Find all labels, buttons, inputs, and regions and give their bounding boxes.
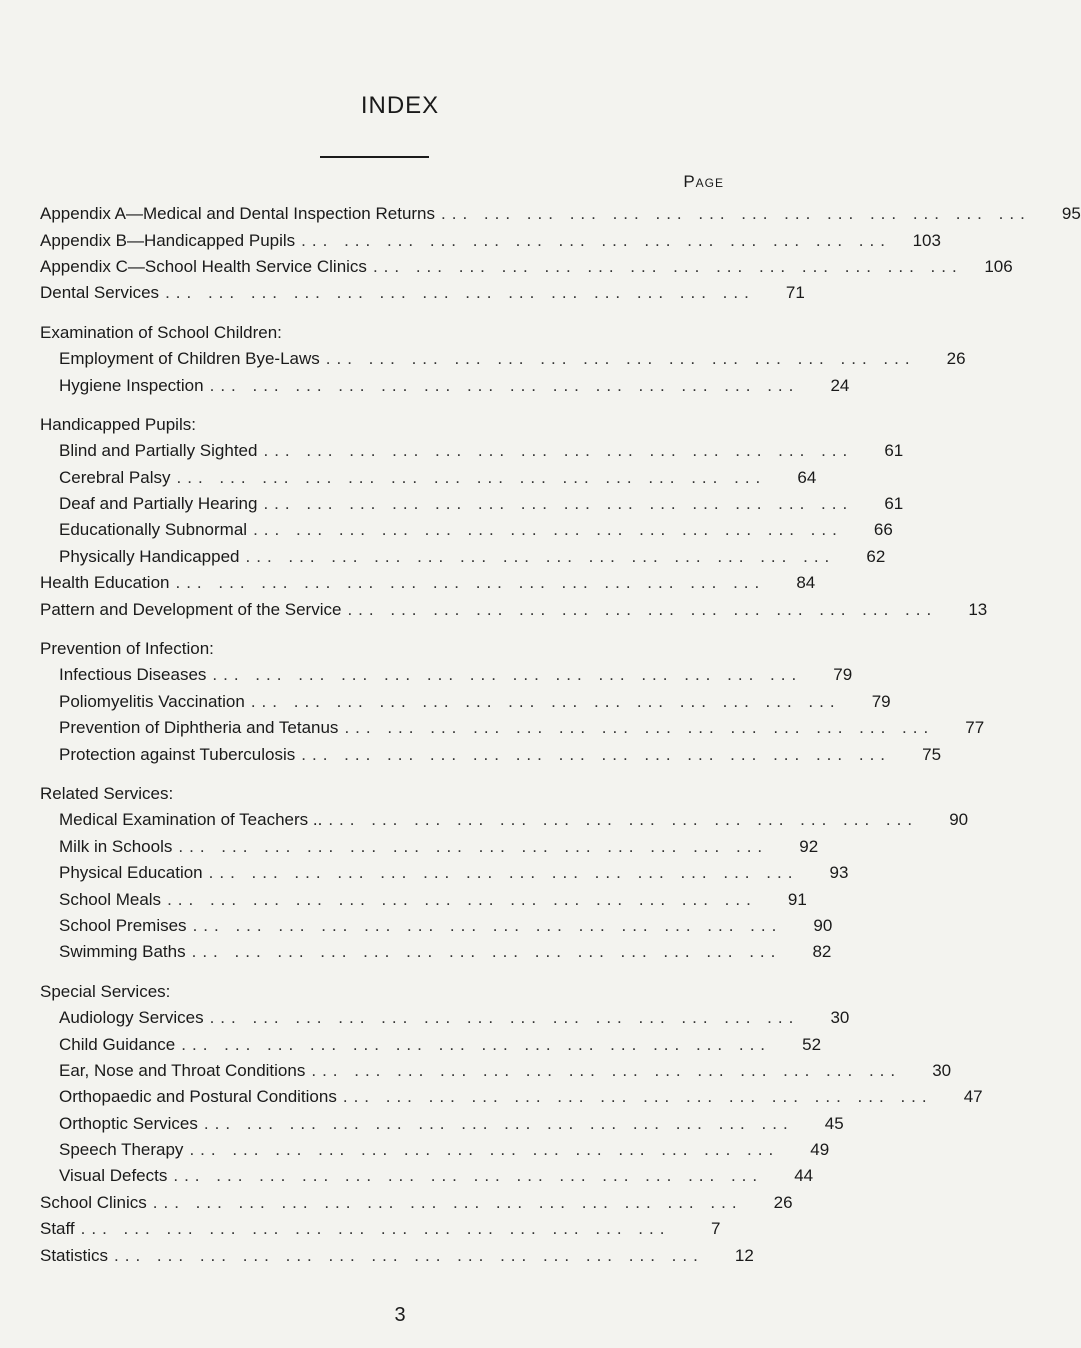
leader-dots: ... ... ... ... ... ... ... ... ... ... ... ... ... ... — [176, 467, 767, 487]
leader-dots: ... ... ... ... ... ... ... ... ... ... ... ... ... ... — [80, 1219, 671, 1239]
index-entry — [40, 544, 886, 570]
index-entry — [40, 596, 988, 622]
leader-dots: ... ... ... ... ... ... ... ... ... ... ... ... ... ... — [347, 599, 938, 619]
index-entry — [40, 1190, 793, 1216]
leader-dots: ... ... ... ... ... ... ... ... ... ... ... ... ... ... — [209, 1008, 800, 1028]
entry-page-number: 92 — [799, 836, 819, 856]
entry-page-number: 26 — [773, 1192, 793, 1212]
entry-label: Prevention of Infection: — [40, 639, 214, 659]
entry-page-number: 12 — [734, 1245, 754, 1265]
leader-dots: ... ... ... ... ... ... ... ... ... ... ... ... ... ... — [167, 889, 757, 909]
page-column-header: Page — [683, 172, 724, 191]
entry-page-number: 47 — [963, 1087, 983, 1107]
index-entries — [40, 201, 1081, 1269]
entry-label: Protection against Tuberculosis — [59, 744, 296, 764]
entry-page-number: 75 — [922, 744, 942, 764]
leader-dots: ... ... ... ... ... ... ... ... ... ... ... ... ... ... — [372, 256, 963, 276]
title-rule — [320, 156, 429, 158]
entry-page-number: 13 — [968, 599, 988, 619]
leader-dots: ... ... ... ... ... ... ... ... ... ... ... ... ... ... — [114, 1245, 704, 1265]
index-entry — [40, 372, 850, 398]
entry-page-number: 103 — [912, 230, 941, 250]
entry-label: Orthoptic Services — [59, 1113, 198, 1133]
entry-label: Infectious Diseases — [59, 665, 207, 685]
leader-dots: ... ... ... ... ... ... ... ... ... ... ... ... ... ... — [191, 942, 782, 962]
index-section-heading — [40, 781, 684, 807]
index-entry — [40, 438, 904, 464]
leader-dots: ... ... ... ... ... ... ... ... ... ... ... ... ... ... — [192, 915, 783, 935]
index-entry — [40, 491, 904, 517]
leader-dots: ... ... ... ... ... ... ... ... ... ... ... ... ... ... — [441, 204, 1031, 224]
entry-page-number: 45 — [824, 1113, 844, 1133]
entry-page-number: 84 — [796, 573, 816, 593]
index-entry — [40, 1216, 721, 1242]
entry-page-number: 64 — [797, 467, 817, 487]
entry-label: Employment of Children Bye-Laws — [59, 349, 320, 369]
index-section-heading — [40, 636, 684, 662]
index-entry — [40, 715, 985, 741]
page-number: 3 — [394, 1304, 406, 1326]
index-entry — [40, 662, 853, 688]
entry-page-number: 106 — [984, 256, 1013, 276]
index-entry — [40, 913, 833, 939]
index-entry — [40, 254, 1013, 280]
index-entry — [40, 807, 969, 833]
entry-page-number: 90 — [813, 915, 833, 935]
entry-label: Educationally Subnormal — [59, 520, 248, 540]
leader-dots: ... ... ... ... ... ... ... ... ... ... ... ... ... ... — [189, 1140, 780, 1160]
leader-dots: ... ... ... ... ... ... ... ... ... ... ... ... ... ... — [342, 1087, 933, 1107]
page-title: INDEX — [360, 92, 440, 119]
entry-page-number: 24 — [830, 375, 850, 395]
leader-dots: ... ... ... ... ... ... ... ... ... ... ... ... ... ... — [173, 1166, 764, 1186]
index-entry — [40, 1163, 814, 1189]
leader-dots: ... ... ... ... ... ... ... ... ... ... ... ... ... ... — [250, 691, 841, 711]
leader-dots: ... ... ... ... ... ... ... ... ... ... ... ... ... ... — [165, 283, 755, 303]
entry-label: Pattern and Development of the Service — [40, 599, 342, 619]
entry-label: Prevention of Diphtheria and Tetanus — [59, 718, 339, 738]
index-entry — [40, 689, 891, 715]
index-entry — [40, 1005, 850, 1031]
index-entry — [40, 201, 1081, 227]
entry-label: Cerebral Palsy — [59, 467, 171, 487]
entry-page-number: 30 — [830, 1008, 850, 1028]
index-entry — [40, 886, 807, 912]
entry-label: Medical Examination of Teachers .. — [59, 810, 323, 830]
leader-dots: ... ... ... ... ... ... ... ... ... ... ... ... ... ... — [301, 744, 892, 764]
entry-label: School Meals — [59, 889, 162, 909]
index-entry — [40, 860, 849, 886]
leader-dots: ... ... ... ... ... ... ... ... ... ... ... ... ... ... — [253, 520, 843, 540]
leader-dots: ... ... ... ... ... ... ... ... ... ... ... ... ... ... — [263, 494, 854, 514]
entry-label: Poliomyelitis Vaccination — [59, 691, 245, 711]
index-entry — [40, 741, 942, 767]
entry-label: Milk in Schools — [59, 836, 173, 856]
entry-page-number: 91 — [787, 889, 807, 909]
index-entry — [40, 1058, 952, 1084]
leader-dots: ... ... ... ... ... ... ... ... ... ... ... ... ... ... — [328, 810, 919, 830]
leader-dots: ... ... ... ... ... ... ... ... ... ... ... ... ... ... — [203, 1113, 794, 1133]
entry-label: Appendix B—Handicapped Pupils — [40, 230, 296, 250]
index-entry — [40, 280, 805, 306]
index-entry — [40, 939, 832, 965]
entry-label: Handicapped Pupils: — [40, 414, 196, 434]
entry-page-number: 61 — [884, 494, 904, 514]
entry-page-number: 90 — [949, 810, 969, 830]
entry-label: Health Education — [40, 573, 170, 593]
entry-label: Audiology Services — [59, 1008, 204, 1028]
entry-page-number: 30 — [932, 1060, 952, 1080]
index-entry — [40, 1242, 754, 1268]
entry-label: Blind and Partially Sighted — [59, 441, 258, 461]
entry-label: School Premises — [59, 915, 187, 935]
entry-label: Examination of School Children: — [40, 322, 282, 342]
entry-page-number: 49 — [810, 1140, 830, 1160]
index-entry — [40, 1111, 844, 1137]
entry-page-number: 44 — [794, 1166, 814, 1186]
entry-label: Ear, Nose and Throat Conditions — [59, 1060, 306, 1080]
entry-label: Physically Handicapped — [59, 546, 240, 566]
entry-page-number: 79 — [871, 691, 891, 711]
entry-page-number: 7 — [710, 1219, 721, 1239]
leader-dots: ... ... ... ... ... ... ... ... ... ... ... ... ... ... — [212, 665, 803, 685]
entry-page-number: 95 — [1061, 204, 1081, 224]
index-entry — [40, 1084, 983, 1110]
leader-dots: ... ... ... ... ... ... ... ... ... ... ... ... ... ... — [325, 349, 916, 369]
entry-label: Swimming Baths — [59, 942, 186, 962]
entry-label: Staff — [40, 1219, 75, 1239]
entry-label: Appendix C—School Health Service Clinics — [40, 256, 367, 276]
entry-label: Child Guidance — [59, 1034, 176, 1054]
index-entry — [40, 834, 819, 860]
entry-label: Hygiene Inspection — [59, 375, 204, 395]
leader-dots: ... ... ... ... ... ... ... ... ... ... ... ... ... ... — [245, 546, 836, 566]
leader-dots: ... ... ... ... ... ... ... ... ... ... ... ... ... ... — [181, 1034, 772, 1054]
leader-dots: ... ... ... ... ... ... ... ... ... ... ... ... ... ... — [208, 863, 799, 883]
index-entry — [40, 465, 817, 491]
leader-dots: ... ... ... ... ... ... ... ... ... ... ... ... ... ... — [344, 718, 935, 738]
index-section-heading — [40, 979, 684, 1005]
leader-dots: ... ... ... ... ... ... ... ... ... ... ... ... ... ... — [175, 573, 766, 593]
entry-label: Orthopaedic and Postural Conditions — [59, 1087, 337, 1107]
entry-label: Statistics — [40, 1245, 109, 1265]
entry-label: Dental Services — [40, 283, 160, 303]
entry-label: Deaf and Partially Hearing — [59, 494, 258, 514]
index-entry — [40, 227, 941, 253]
entry-label: Physical Education — [59, 863, 203, 883]
index-entry — [40, 1137, 830, 1163]
leader-dots: ... ... ... ... ... ... ... ... ... ... ... ... ... ... — [209, 375, 800, 395]
entry-page-number: 52 — [802, 1034, 822, 1054]
entry-label: Appendix A—Medical and Dental Inspection Returns — [40, 204, 436, 224]
index-entry — [40, 517, 893, 543]
index-entry — [40, 346, 966, 372]
entry-label: School Clinics — [40, 1192, 147, 1212]
index-section-heading — [40, 412, 684, 438]
index-section-heading — [40, 320, 684, 346]
entry-page-number: 66 — [873, 520, 893, 540]
entry-label: Special Services: — [40, 981, 171, 1001]
entry-page-number: 26 — [946, 349, 966, 369]
entry-page-number: 82 — [812, 942, 832, 962]
entry-label: Speech Therapy — [59, 1140, 184, 1160]
leader-dots: ... ... ... ... ... ... ... ... ... ... ... ... ... ... — [311, 1060, 902, 1080]
entry-page-number: 61 — [884, 441, 904, 461]
leader-dots: ... ... ... ... ... ... ... ... ... ... ... ... ... ... — [301, 230, 891, 250]
entry-label: Related Services: — [40, 784, 174, 803]
entry-label: Visual Defects — [59, 1166, 168, 1186]
entry-page-number: 62 — [866, 546, 886, 566]
entry-page-number: 71 — [785, 283, 805, 303]
leader-dots: ... ... ... ... ... ... ... ... ... ... ... ... ... ... — [263, 441, 854, 461]
entry-page-number: 93 — [829, 863, 849, 883]
index-entry — [40, 1031, 822, 1057]
index-entry — [40, 570, 816, 596]
leader-dots: ... ... ... ... ... ... ... ... ... ... ... ... ... ... — [178, 836, 769, 856]
entry-page-number: 79 — [833, 665, 853, 685]
entry-page-number: 77 — [965, 718, 985, 738]
leader-dots: ... ... ... ... ... ... ... ... ... ... ... ... ... ... — [152, 1192, 743, 1212]
